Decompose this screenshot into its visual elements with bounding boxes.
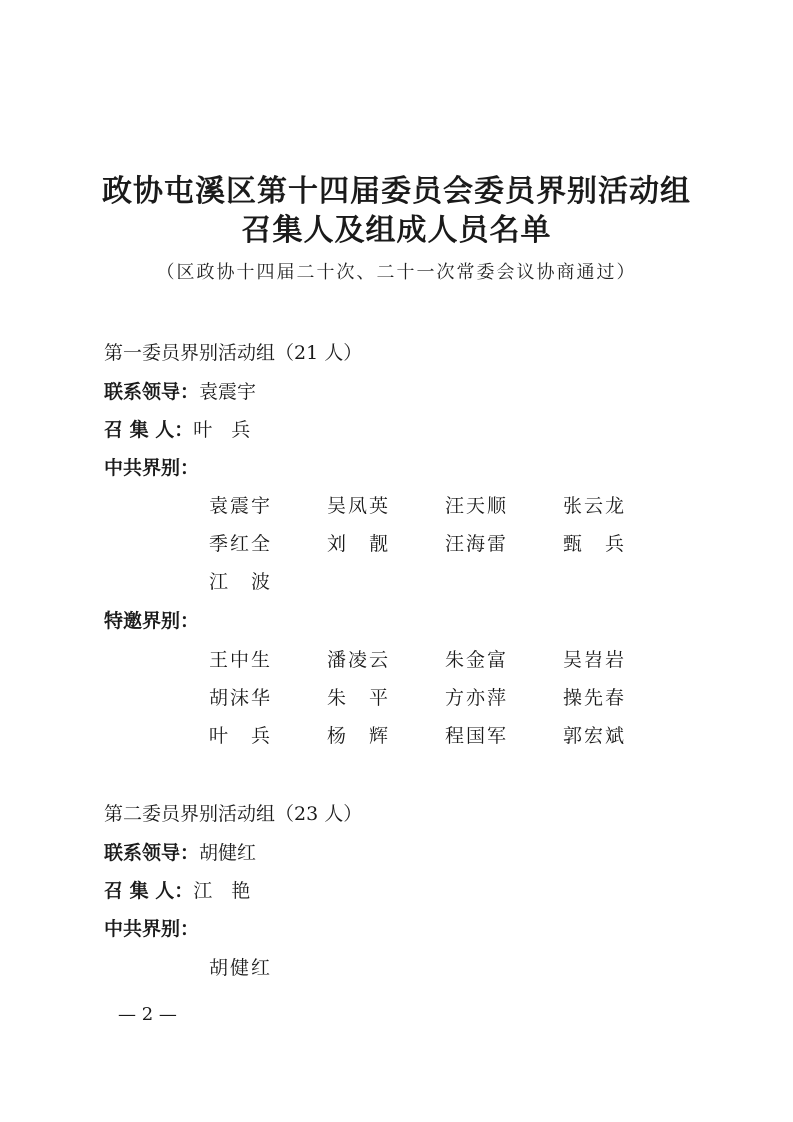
member-name: 胡健红	[209, 957, 273, 979]
member-name: 程国军	[445, 725, 509, 747]
leader-line	[104, 841, 256, 865]
member-name: 叶 兵	[209, 725, 273, 747]
member-name: 汪海雷	[445, 533, 509, 555]
page-number: — 2 —	[118, 1004, 177, 1025]
leader-label: 联系领导：	[104, 842, 200, 864]
member-name: 郭宏斌	[563, 725, 627, 747]
document-title-line-2: 召集人及组成人员名单	[241, 213, 552, 248]
member-name: 甄 兵	[563, 533, 627, 555]
member-name: 朱金富	[445, 649, 509, 671]
leader-name: 袁震宇	[199, 381, 257, 403]
member-name: 刘 靓	[327, 533, 391, 555]
section-label: 中共界别：	[104, 457, 200, 479]
group-heading: 第一委员界别活动组（21 人）	[104, 342, 363, 364]
section-label: 特邀界别：	[104, 610, 200, 632]
member-name: 季红全	[209, 533, 273, 555]
convener-name: 江 艳	[193, 880, 251, 902]
member-name: 操先春	[563, 687, 627, 709]
convener-name: 叶 兵	[193, 419, 251, 441]
member-name: 袁震宇	[209, 495, 273, 517]
member-name: 江 波	[209, 571, 273, 593]
member-name: 杨 辉	[327, 725, 391, 747]
member-name: 朱 平	[327, 687, 391, 709]
document-subtitle: （区政协十四届二十次、二十一次常委会议协商通过）	[156, 262, 637, 283]
member-name: 王中生	[209, 649, 273, 671]
member-name: 吴岧岩	[563, 649, 627, 671]
convener-line	[104, 418, 250, 442]
member-name: 胡沫华	[209, 687, 273, 709]
member-name: 汪天顺	[445, 495, 509, 517]
member-name: 张云龙	[563, 495, 627, 517]
group-heading: 第二委员界别活动组（23 人）	[104, 803, 363, 825]
section-label: 中共界别：	[104, 918, 200, 940]
member-name: 吴凤英	[327, 495, 391, 517]
leader-label: 联系领导：	[104, 381, 200, 403]
convener-line	[104, 879, 250, 903]
member-name: 潘凌云	[327, 649, 391, 671]
document-title-line-1: 政协屯溪区第十四届委员会委员界别活动组	[102, 174, 691, 209]
convener-label: 召 集 人：	[104, 419, 194, 441]
leader-line	[104, 380, 256, 404]
member-name: 方亦萍	[445, 687, 509, 709]
convener-label: 召 集 人：	[104, 880, 194, 902]
leader-name: 胡健红	[199, 842, 257, 864]
